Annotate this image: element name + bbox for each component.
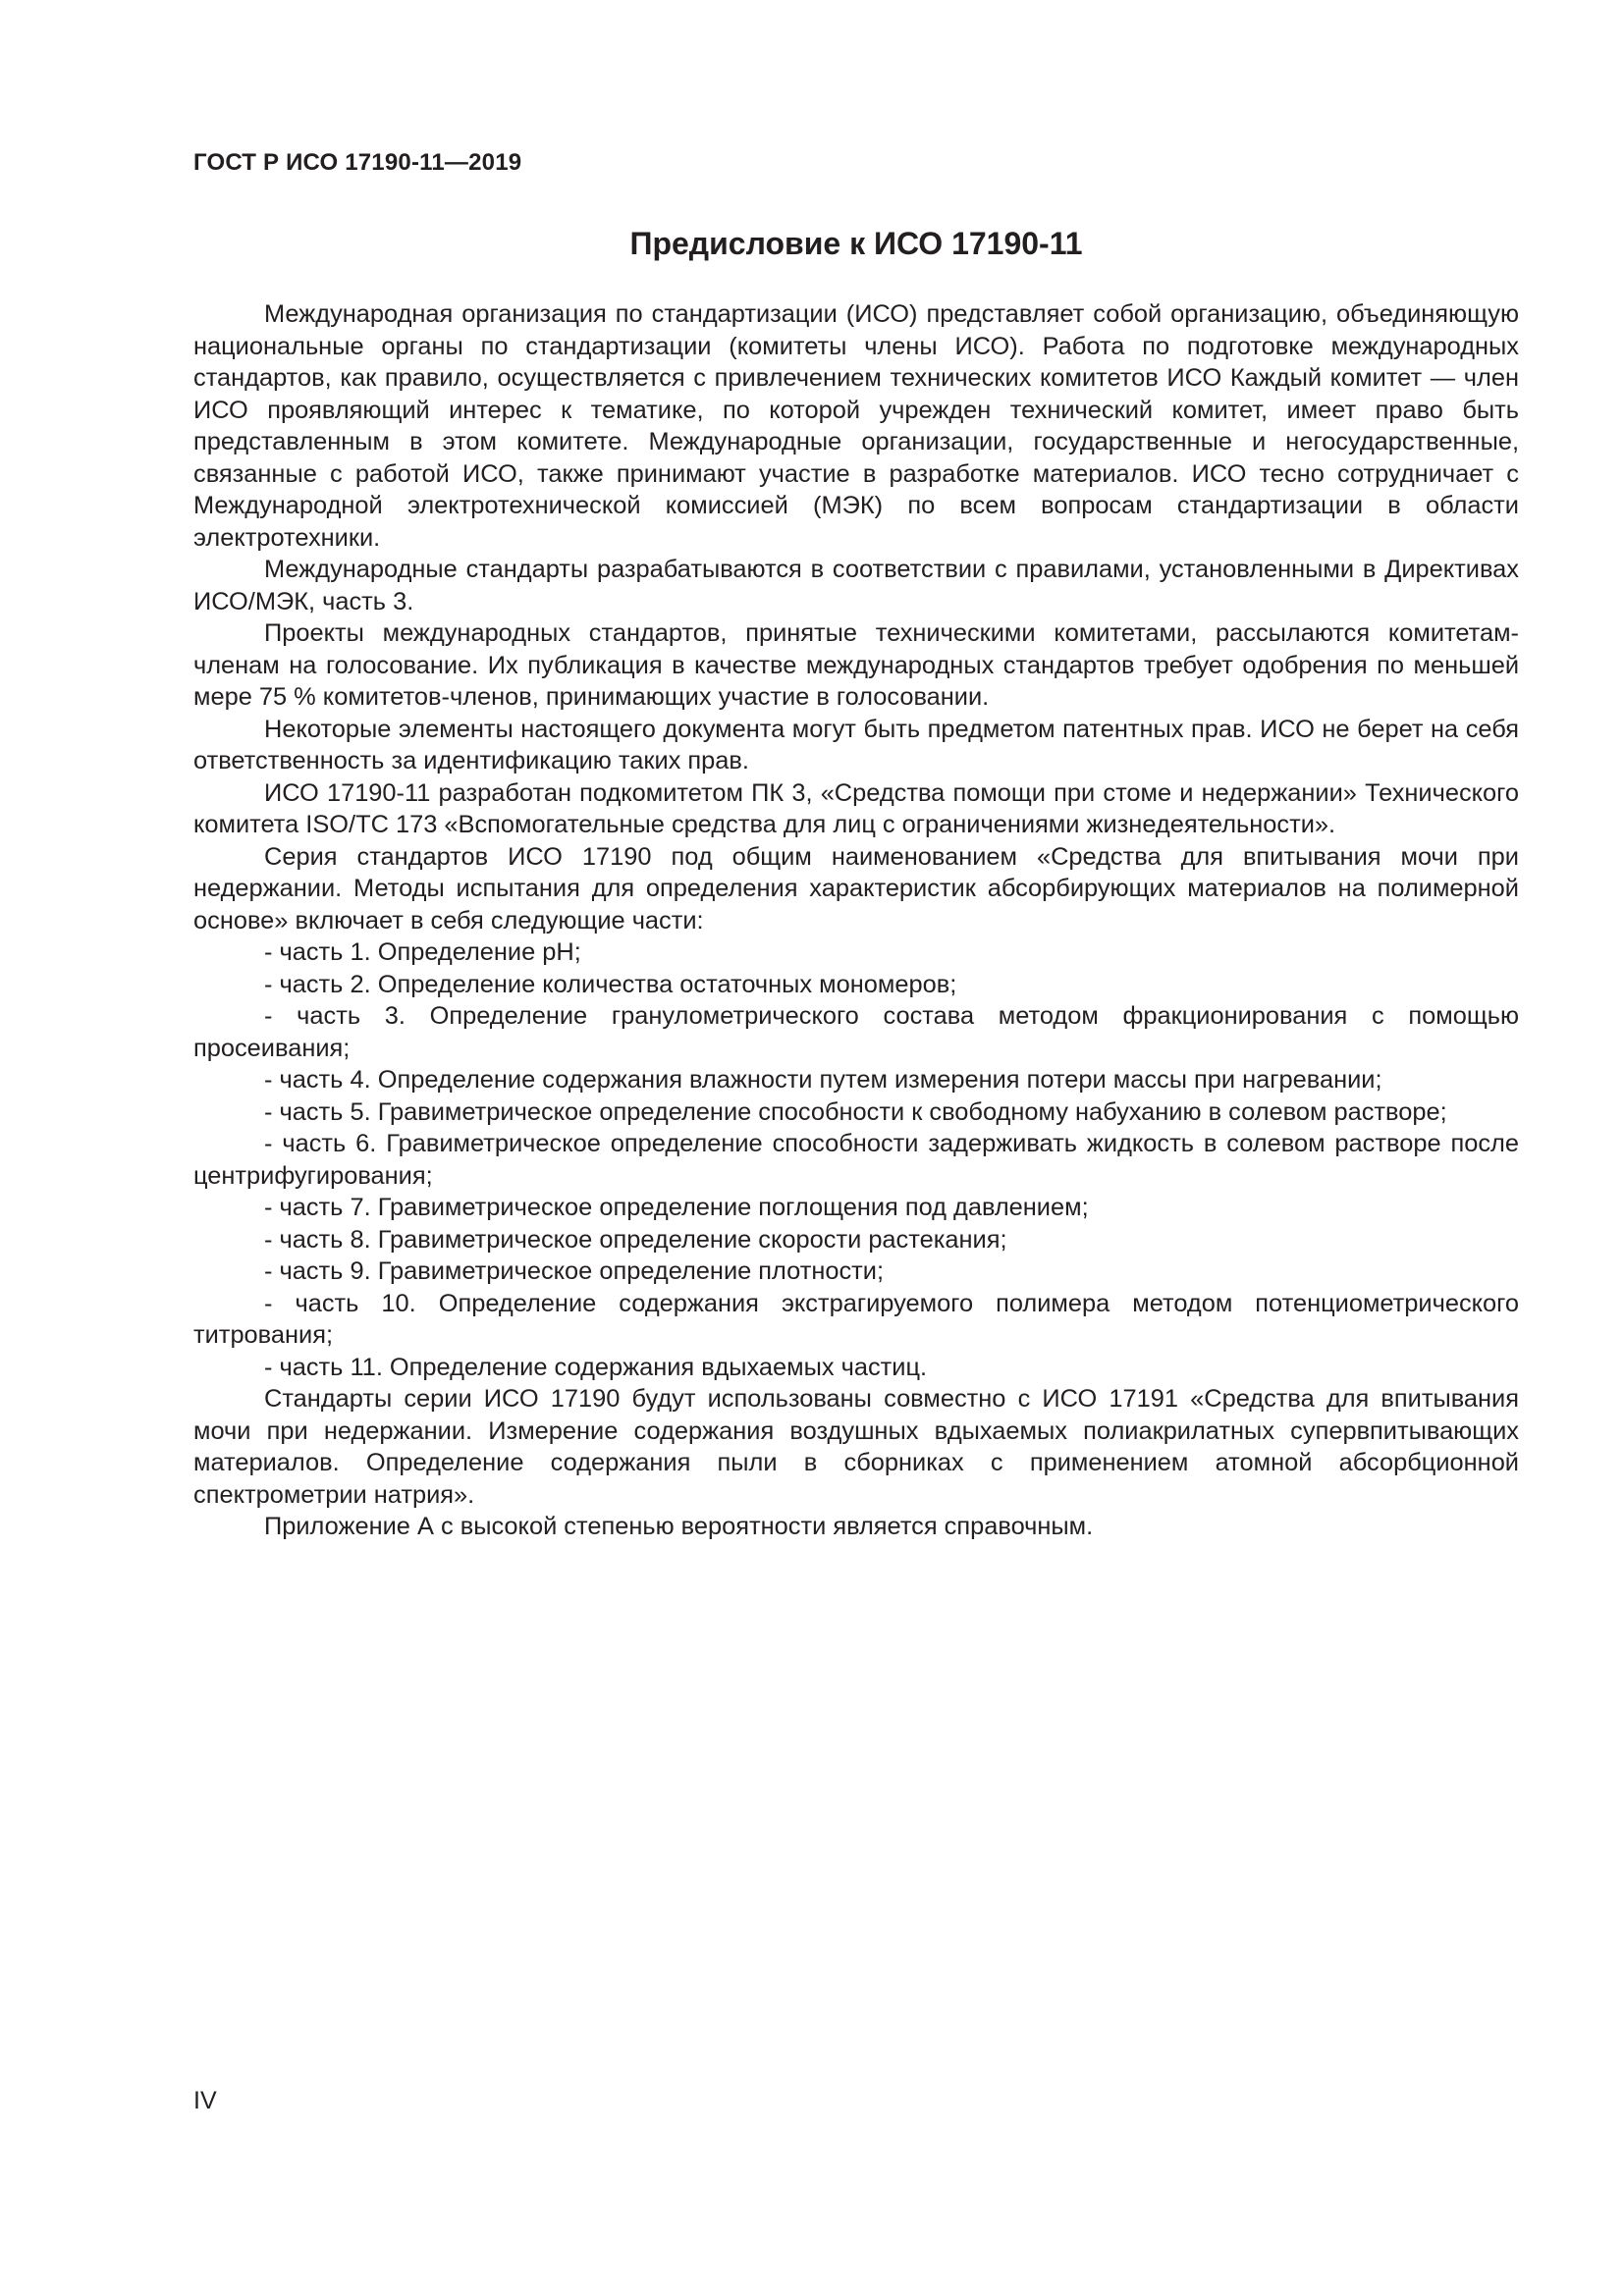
list-item: - часть 2. Определение количества остаточных мономеров;: [264, 970, 957, 998]
paragraph: Стандарты серии ИСО 17190 будут использованы совместно с ИСО 17191 «Средства для впитывания мочи при недержании. Измерение содержания воздушных вдыхаемых полиакрилатных супервпитывающих материалов. Определение содержания пыли в сборниках с применением атомной абсорбционной спектрометрии натрия».: [193, 1385, 1519, 1509]
list-item: - часть 5. Гравиметрическое определение способности к свободному набуханию в солевом растворе;: [264, 1097, 1447, 1126]
paragraph: ИСО 17190-11 разработан подкомитетом ПК 3, «Средства помощи при стоме и недержании» Технического комитета ISO/TC 173 «Вспомогательные средства для лиц с ограничениями жизнедеятельности».: [193, 778, 1519, 838]
paragraph: Некоторые элементы настоящего документа могут быть предметом патентных прав. ИСО не берет на себя ответственность за идентификацию таких прав.: [193, 715, 1519, 774]
paragraph: Международная организация по стандартизации (ИСО) представляет собой организацию, объединяющую национальные органы по стандартизации (комитеты члены ИСО). Работа по подготовке международных стандартов, как правило, осуществляется с привлечением технических комитетов ИСО Каждый комитет — член ИСО проявляющий интерес к тематике, по которой учрежден технический комитет, имеет право быть представленным в этом комитете. Международные организации, государственные и негосударственные, связанные с работой ИСО, также принимают участие в разработке материалов. ИСО тесно сотрудничает с Международной электротехнической комиссией (МЭК) по всем вопросам стандартизации в области электротехники.: [193, 300, 1519, 552]
list-item: - часть 9. Гравиметрическое определение плотности;: [264, 1257, 885, 1285]
page-number: IV: [193, 2087, 217, 2114]
list-item: - часть 10. Определение содержания экстрагируемого полимера методом потенциометрического титрования;: [193, 1289, 1519, 1349]
list-item: - часть 1. Определение рН;: [264, 938, 581, 966]
paragraph: Международные стандарты разрабатываются в соответствии с правилами, установленными в Директивах ИСО/МЭК, часть 3.: [193, 556, 1519, 615]
list-item: - часть 3. Определение гранулометрического состава методом фракционирования с помощью просеивания;: [193, 1002, 1519, 1062]
list-item: - часть 8. Гравиметрическое определение скорости растекания;: [264, 1225, 1007, 1254]
list-item: - часть 11. Определение содержания вдыхаемых частиц.: [264, 1353, 928, 1381]
paragraph: Проекты международных стандартов, принятые техническими комитетами, рассылаются комитетам-членам на голосование. Их публикация в качестве международных стандартов требует одобрения по меньшей мере 75 % комитетов-членов, принимающих участие в голосовании.: [193, 619, 1519, 711]
document-code-header: ГОСТ Р ИСО 17190-11—2019: [193, 149, 522, 176]
section-title: Предисловие к ИСО 17190-11: [629, 226, 1083, 261]
paragraph: Серия стандартов ИСО 17190 под общим наименованием «Средства для впитывания мочи при недержании. Методы испытания для определения характеристик абсорбирующих материалов на полимерной основе» включает в себя следующие части:: [193, 842, 1519, 934]
list-item: - часть 7. Гравиметрическое определение поглощения под давлением;: [264, 1194, 1089, 1221]
foreword-body: [193, 298, 1519, 1543]
paragraph: Приложение А с высокой степенью вероятности является справочным.: [264, 1513, 1094, 1540]
list-item: - часть 4. Определение содержания влажности путем измерения потери массы при нагревании;: [264, 1066, 1382, 1094]
list-item: - часть 6. Гравиметрическое определение способности задерживать жидкость в солевом растворе после центрифугирования;: [193, 1130, 1519, 1190]
